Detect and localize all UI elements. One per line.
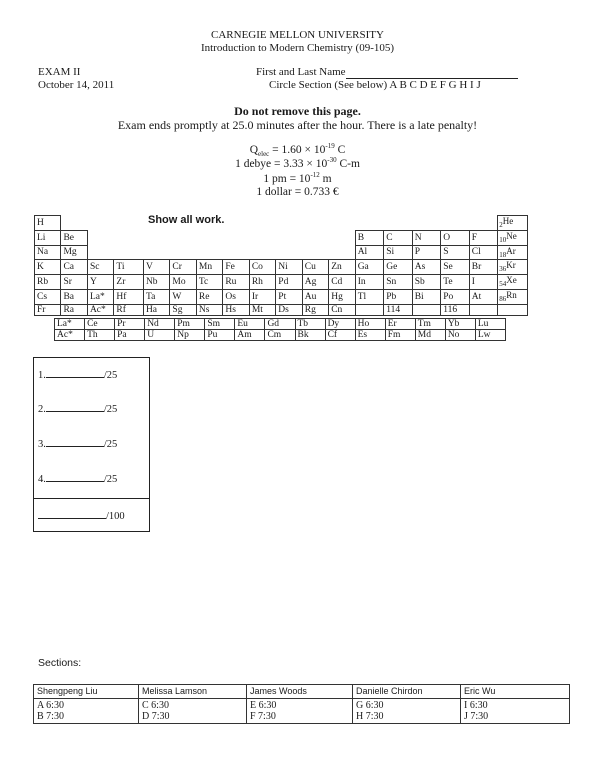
empty-cell — [87, 245, 113, 260]
empty-cell — [61, 216, 87, 231]
element-cell: Pu — [205, 330, 235, 341]
periodic-table — [34, 215, 528, 316]
empty-cell — [412, 216, 441, 231]
section-label: Circle Section (See below) A B C D E F G H I J — [269, 79, 481, 91]
element-cell: Bk — [295, 330, 325, 341]
score-input-line[interactable] — [46, 402, 104, 412]
element-cell: Os — [223, 289, 249, 304]
element-cell: Al — [355, 245, 384, 260]
atomic-number: 36 — [499, 265, 507, 274]
element-cell: Nd — [145, 319, 175, 330]
section-time: J 7:30 — [464, 711, 489, 722]
atomic-number: 86 — [499, 294, 507, 303]
f-block-table — [54, 318, 506, 341]
element-cell: Cs — [35, 289, 61, 304]
pm-value: 1 pm = 10 — [263, 172, 311, 185]
score-input-line[interactable] — [46, 472, 104, 482]
element-cell: $_{10}$Ne — [498, 230, 528, 245]
section-time: C 6:30 — [142, 700, 169, 711]
periodic-row — [35, 304, 528, 315]
element-cell: Tm — [415, 319, 445, 330]
element-cell: Rf — [114, 304, 144, 315]
section-time: B 7:30 — [37, 711, 64, 722]
section-times-cell — [353, 699, 461, 724]
periodic-row — [35, 289, 528, 304]
section-time: E 6:30 — [250, 700, 277, 711]
element-cell: Ru — [223, 275, 249, 290]
element-cell: Bi — [412, 289, 441, 304]
element-cell: Tb — [295, 319, 325, 330]
empty-cell — [114, 245, 144, 260]
element-cell: Ds — [276, 304, 302, 315]
element-cell: Np — [175, 330, 205, 341]
constant-debye — [0, 156, 595, 170]
debye-unit: C-m — [336, 157, 360, 170]
charge-unit: C — [334, 143, 346, 156]
element-cell: Ho — [355, 319, 385, 330]
element-cell: Pm — [175, 319, 205, 330]
empty-cell — [276, 230, 302, 245]
score-max: /100 — [106, 511, 125, 522]
element-cell: Cn — [329, 304, 355, 315]
instructor-name: Danielle Chirdon — [353, 685, 461, 699]
element-cell: Fm — [385, 330, 415, 341]
element-cell: Mn — [196, 260, 222, 275]
section-time: D 7:30 — [142, 711, 170, 722]
name-input-line[interactable] — [346, 66, 518, 79]
element-cell: Br — [469, 260, 498, 275]
empty-cell — [469, 216, 498, 231]
empty-cell — [170, 216, 196, 231]
empty-cell — [384, 216, 413, 231]
element-cell: Gd — [265, 319, 295, 330]
element-cell: B — [355, 230, 384, 245]
element-cell: Er — [385, 319, 415, 330]
element-cell: Sg — [170, 304, 196, 315]
empty-cell — [276, 245, 302, 260]
element-cell: Ce — [85, 319, 115, 330]
element-cell: Hf — [114, 289, 144, 304]
element-cell: Mt — [249, 304, 275, 315]
empty-cell — [355, 216, 384, 231]
element-cell: No — [445, 330, 475, 341]
empty-cell — [196, 230, 222, 245]
score-max: /25 — [103, 439, 118, 450]
element-cell: F — [469, 230, 498, 245]
section-times-cell — [247, 699, 353, 724]
constant-pm — [0, 171, 595, 185]
element-cell: Sb — [412, 275, 441, 290]
element-cell: $_{54}$Xe — [498, 275, 528, 290]
element-cell: Mg — [61, 245, 87, 260]
element-cell: Zn — [329, 260, 355, 275]
score-input-line[interactable] — [46, 368, 104, 378]
empty-cell — [441, 216, 470, 231]
element-cell: U — [145, 330, 175, 341]
debye-value: 1 debye = 3.33 × 10 — [235, 157, 328, 170]
question-number: 3. — [38, 439, 46, 450]
element-cell: Lu — [475, 319, 505, 330]
element-cell: $_{36}$Kr — [498, 260, 528, 275]
periodic-row — [35, 260, 528, 275]
instructor-name: Melissa Lamson — [139, 685, 247, 699]
score-line — [38, 437, 117, 450]
element-cell: Ns — [196, 304, 222, 315]
element-cell: H — [35, 216, 61, 231]
university-title: CARNEGIE MELLON UNIVERSITY — [211, 29, 384, 41]
element-cell: C — [384, 230, 413, 245]
name-field-row — [256, 66, 518, 79]
section-times-cell — [34, 699, 139, 724]
element-cell: Ni — [276, 260, 302, 275]
element-cell: K — [35, 260, 61, 275]
empty-cell — [276, 216, 302, 231]
element-cell: Cd — [329, 275, 355, 290]
charge-value: = 1.60 × 10 — [269, 143, 326, 156]
name-label: First and Last Name — [256, 66, 346, 78]
empty-cell — [223, 230, 249, 245]
question-number: 1. — [38, 370, 46, 381]
empty-cell — [87, 230, 113, 245]
element-cell: Ta — [143, 289, 169, 304]
exam-date: October 14, 2011 — [38, 79, 115, 91]
periodic-row — [35, 216, 528, 231]
element-cell: La* — [55, 319, 85, 330]
section-time: A 6:30 — [37, 700, 64, 711]
element-cell: Rh — [249, 275, 275, 290]
empty-cell — [170, 245, 196, 260]
empty-cell — [114, 230, 144, 245]
element-cell: P — [412, 245, 441, 260]
charge-exponent: -19 — [325, 142, 335, 150]
section-time: G 6:30 — [356, 700, 384, 711]
element-cell: As — [412, 260, 441, 275]
question-number: 4. — [38, 474, 46, 485]
show-work-note: Show all work. — [148, 214, 225, 226]
element-cell: Ca — [61, 260, 87, 275]
element-cell: Se — [441, 260, 470, 275]
element-cell: Pt — [276, 289, 302, 304]
element-cell: Mo — [170, 275, 196, 290]
element-cell: La* — [87, 289, 113, 304]
empty-cell — [249, 216, 275, 231]
element-cell: Ge — [384, 260, 413, 275]
element-cell: Cl — [469, 245, 498, 260]
atomic-number: 54 — [499, 279, 507, 288]
sections-label: Sections: — [38, 657, 82, 669]
charge-symbol: Q — [249, 143, 259, 156]
atomic-number: 18 — [499, 250, 507, 259]
constant-dollar: 1 dollar = 0.733 € — [256, 186, 339, 198]
empty-cell — [302, 245, 328, 260]
element-cell: Ra — [61, 304, 87, 315]
section-time: I 6:30 — [464, 700, 488, 711]
element-cell: Na — [35, 245, 61, 260]
element-cell: Tc — [196, 275, 222, 290]
pm-exponent: -12 — [310, 171, 320, 179]
element-cell: N — [412, 230, 441, 245]
element-cell: $_2$He — [498, 216, 528, 231]
element-cell: Lw — [475, 330, 505, 341]
element-cell: S — [441, 245, 470, 260]
element-cell: Rg — [302, 304, 328, 315]
element-cell: Md — [415, 330, 445, 341]
section-time: H 7:30 — [356, 711, 384, 722]
exam-label: EXAM II — [38, 66, 81, 78]
section-times-row — [34, 699, 570, 724]
element-cell: Po — [441, 289, 470, 304]
element-cell: 116 — [441, 304, 470, 315]
element-cell: Nb — [143, 275, 169, 290]
section-time: F 7:30 — [250, 711, 276, 722]
empty-cell — [196, 216, 222, 231]
element-cell: W — [170, 289, 196, 304]
section-times-cell — [139, 699, 247, 724]
sections-table — [33, 684, 570, 724]
score-max: /25 — [103, 404, 118, 415]
element-cell: Sm — [205, 319, 235, 330]
element-cell: Ba — [61, 289, 87, 304]
empty-cell — [143, 245, 169, 260]
element-cell: Au — [302, 289, 328, 304]
score-max: /25 — [103, 474, 118, 485]
element-cell: Am — [235, 330, 265, 341]
element-cell: Ag — [302, 275, 328, 290]
element-cell: Sc — [87, 260, 113, 275]
element-cell: Zr — [114, 275, 144, 290]
empty-cell — [329, 245, 355, 260]
element-cell: Ir — [249, 289, 275, 304]
section-times-cell — [461, 699, 570, 724]
element-cell: O — [441, 230, 470, 245]
empty-cell — [143, 230, 169, 245]
empty-cell — [196, 245, 222, 260]
empty-cell — [412, 304, 441, 315]
empty-cell — [355, 304, 384, 315]
element-cell: Re — [196, 289, 222, 304]
element-cell: At — [469, 289, 498, 304]
instructor-name: Shengpeng Liu — [34, 685, 139, 699]
element-cell: Pa — [115, 330, 145, 341]
element-cell: In — [355, 275, 384, 290]
element-cell: Ha — [143, 304, 169, 315]
element-cell: Ti — [114, 260, 144, 275]
course-title: Introduction to Modern Chemistry (09-105) — [200, 42, 395, 54]
empty-cell — [170, 230, 196, 245]
atomic-number: 2 — [499, 220, 503, 229]
element-cell: Sn — [384, 275, 413, 290]
element-cell: Es — [355, 330, 385, 341]
periodic-row — [35, 230, 528, 245]
empty-cell — [302, 216, 328, 231]
element-cell: Hg — [329, 289, 355, 304]
empty-cell — [114, 216, 144, 231]
empty-cell — [302, 230, 328, 245]
element-cell: Ac* — [87, 304, 113, 315]
score-line — [38, 402, 117, 415]
score-input-line[interactable] — [38, 509, 106, 519]
element-cell: Be — [61, 230, 87, 245]
element-cell: V — [143, 260, 169, 275]
element-cell: Cf — [325, 330, 355, 341]
element-cell: Te — [441, 275, 470, 290]
lanthanides-row — [55, 319, 506, 330]
element-cell: Th — [85, 330, 115, 341]
element-cell: Ac* — [55, 330, 85, 341]
element-cell: Si — [384, 245, 413, 260]
atomic-number: 10 — [499, 235, 507, 244]
empty-cell — [143, 216, 169, 231]
empty-cell — [223, 245, 249, 260]
do-not-remove-notice: Do not remove this page. — [234, 104, 361, 118]
periodic-row — [35, 245, 528, 260]
element-cell: Sr — [61, 275, 87, 290]
score-max: /25 — [103, 370, 118, 381]
instructor-row — [34, 685, 570, 699]
pm-unit: m — [319, 172, 332, 185]
element-cell: Pr — [115, 319, 145, 330]
empty-cell — [249, 230, 275, 245]
element-cell: Tl — [355, 289, 384, 304]
score-total-divider — [33, 498, 149, 499]
empty-cell — [249, 245, 275, 260]
element-cell: Dy — [325, 319, 355, 330]
element-cell: Cu — [302, 260, 328, 275]
debye-exponent: -30 — [327, 156, 337, 164]
element-cell: $_{86}$Rn — [498, 289, 528, 304]
question-number: 2. — [38, 404, 46, 415]
score-line — [38, 472, 117, 485]
score-line — [38, 509, 125, 522]
score-input-line[interactable] — [46, 437, 104, 447]
empty-cell — [329, 230, 355, 245]
element-cell: 114 — [384, 304, 413, 315]
empty-cell — [329, 216, 355, 231]
element-cell: Y — [87, 275, 113, 290]
element-cell: Hs — [223, 304, 249, 315]
empty-cell — [469, 304, 498, 315]
element-cell: Pb — [384, 289, 413, 304]
late-penalty-notice: Exam ends promptly at 25.0 minutes after the hour. There is a late penalty! — [117, 118, 478, 132]
instructor-name: James Woods — [247, 685, 353, 699]
element-cell: I — [469, 275, 498, 290]
element-cell: $_{18}$Ar — [498, 245, 528, 260]
element-cell: Yb — [445, 319, 475, 330]
element-cell: Cr — [170, 260, 196, 275]
element-cell: Fe — [223, 260, 249, 275]
score-line — [38, 368, 117, 381]
element-cell: Co — [249, 260, 275, 275]
element-cell: Fr — [35, 304, 61, 315]
element-cell: Li — [35, 230, 61, 245]
element-cell: Pd — [276, 275, 302, 290]
empty-cell — [223, 216, 249, 231]
empty-cell — [87, 216, 113, 231]
empty-cell — [498, 304, 528, 315]
element-cell: Rb — [35, 275, 61, 290]
element-cell: Eu — [235, 319, 265, 330]
charge-subscript: elec — [258, 150, 270, 159]
periodic-row — [35, 275, 528, 290]
element-cell: Ga — [355, 260, 384, 275]
actinides-row — [55, 330, 506, 341]
instructor-name: Eric Wu — [461, 685, 570, 699]
element-cell: Cm — [265, 330, 295, 341]
